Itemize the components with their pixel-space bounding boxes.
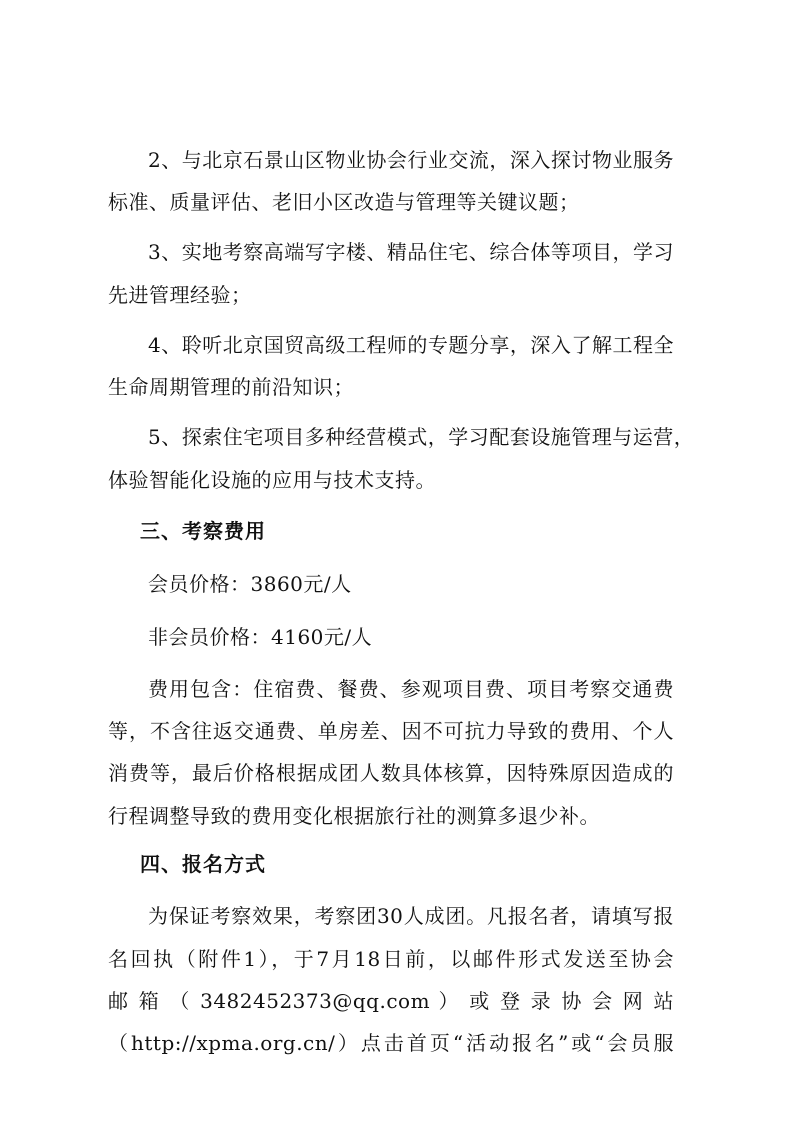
signup-line-2: 名回执（附件1），于7月18日前，以邮件形式发送至协会 — [108, 947, 674, 971]
item-4-line-2: 生命周期管理的前沿知识； — [108, 375, 354, 399]
signup-line-3: 邮 箱 （ 3482452373@qq.com ） 或 登 录 协 会 网 站 — [108, 989, 674, 1013]
item-3-line-1: 3、实地考察高端写字楼、精品住宅、综合体等项目，学习 — [148, 240, 674, 264]
signup-line-4: （http://xpma.org.cn/）点击首页“活动报名”或“会员服 — [108, 1031, 674, 1055]
item-2-line-2: 标准、质量评估、老旧小区改造与管理等关键议题； — [108, 190, 580, 214]
item-3-line-2: 先进管理经验； — [108, 283, 252, 307]
signup-line-1: 为保证考察效果，考察团30人成团。凡报名者，请填写报 — [148, 904, 674, 928]
fee-line-3: 消费等，最后价格根据成团人数具体核算，因特殊原因造成的 — [108, 761, 674, 785]
item-4-line-1: 4、聆听北京国贸高级工程师的专题分享，深入了解工程全 — [148, 333, 674, 357]
fee-line-1: 费用包含：住宿费、餐费、参观项目费、项目考察交通费 — [148, 677, 674, 701]
section-4-heading: 四、报名方式 — [140, 852, 266, 876]
fee-line-2: 等，不含往返交通费、单房差、因不可抗力导致的费用、个人 — [108, 719, 674, 743]
section-3-heading: 三、考察费用 — [140, 519, 266, 543]
item-5-line-1: 5、探索住宅项目多种经营模式，学习配套设施管理与运营， — [148, 425, 695, 449]
item-5-line-2: 体验智能化设施的应用与技术支持。 — [108, 468, 436, 492]
member-price: 会员价格：3860元/人 — [148, 572, 352, 596]
item-2-line-1: 2、与北京石景山区物业协会行业交流，深入探讨物业服务 — [148, 148, 674, 172]
non-member-price: 非会员价格：4160元/人 — [148, 625, 373, 649]
fee-line-4: 行程调整导致的费用变化根据旅行社的测算多退少补。 — [108, 804, 600, 828]
